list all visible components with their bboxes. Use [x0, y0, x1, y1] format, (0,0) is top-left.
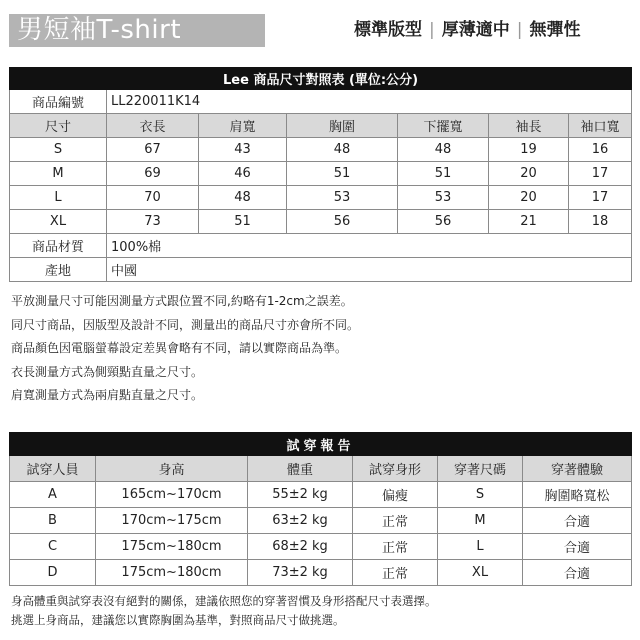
- note-line: 身高體重與試穿表沒有絕對的關係，建議依照您的穿著習慣及身形搭配尺寸表選擇。: [11, 594, 437, 608]
- size-label: L: [10, 186, 107, 210]
- column-header: 衣長: [107, 114, 199, 138]
- table-cell: 70: [107, 186, 199, 210]
- table-cell: B: [10, 508, 96, 534]
- table-row: [10, 210, 632, 234]
- column-header: 袖長: [489, 114, 569, 138]
- column-header: 肩寬: [199, 114, 287, 138]
- table-cell: 170cm~175cm: [96, 508, 248, 534]
- table-cell: 48: [398, 138, 489, 162]
- table-cell: 21: [489, 210, 569, 234]
- note-line: 商品顏色因電腦螢幕設定差異會略有不同，請以實際商品為準。: [11, 341, 348, 355]
- note-line: 同尺寸商品，因版型及設計不同，測量出的商品尺寸亦會所不同。: [11, 317, 360, 332]
- table-cell: L: [438, 534, 523, 560]
- table-cell: 56: [398, 210, 489, 234]
- column-header: 穿著體驗: [523, 456, 632, 482]
- column-header: 試穿人員: [10, 456, 96, 482]
- table-cell: 正常: [353, 508, 438, 534]
- table-cell: 20: [489, 162, 569, 186]
- table-cell: 69: [107, 162, 199, 186]
- product-features: [354, 14, 580, 47]
- size-label: S: [10, 138, 107, 162]
- fitting-report-caption: 試穿報告: [10, 433, 632, 456]
- note-line: 肩寬測量方式為兩肩點直量之尺寸。: [11, 388, 204, 402]
- table-cell: M: [438, 508, 523, 534]
- column-header: 試穿身形: [353, 456, 438, 482]
- table-row: [10, 482, 632, 508]
- column-header: 身高: [96, 456, 248, 482]
- table-cell: 175cm~180cm: [96, 534, 248, 560]
- table-cell: 正常: [353, 534, 438, 560]
- table-cell: 19: [489, 138, 569, 162]
- table-cell: 53: [287, 186, 398, 210]
- fitting-report-table: [9, 432, 632, 586]
- table-cell: 73±2 kg: [248, 560, 353, 586]
- table-row: [10, 162, 632, 186]
- table-row: [10, 508, 632, 534]
- column-header: 袖口寬: [569, 114, 632, 138]
- table-cell: 48: [199, 186, 287, 210]
- origin-label: 產地: [10, 258, 107, 282]
- table-cell: 17: [569, 162, 632, 186]
- feature-separator: |: [516, 20, 523, 40]
- column-header: 胸圍: [287, 114, 398, 138]
- table-row: [10, 560, 632, 586]
- table-cell: 51: [398, 162, 489, 186]
- table-cell: 合適: [523, 560, 632, 586]
- table-cell: A: [10, 482, 96, 508]
- table-cell: 16: [569, 138, 632, 162]
- table-cell: 20: [489, 186, 569, 210]
- table-cell: 合適: [523, 534, 632, 560]
- table-cell: 46: [199, 162, 287, 186]
- table-cell: 胸圍略寬松: [523, 482, 632, 508]
- feature-thickness: 厚薄適中: [441, 20, 510, 40]
- note-line: 挑選上身商品，建議您以實際胸圍為基準，對照商品尺寸做挑選。: [11, 613, 345, 627]
- fitting-notes: [11, 592, 437, 630]
- column-header: 下擺寬: [398, 114, 489, 138]
- table-cell: 53: [398, 186, 489, 210]
- table-cell: 51: [287, 162, 398, 186]
- table-cell: S: [438, 482, 523, 508]
- table-cell: 63±2 kg: [248, 508, 353, 534]
- table-cell: 18: [569, 210, 632, 234]
- table-cell: C: [10, 534, 96, 560]
- table-cell: 56: [287, 210, 398, 234]
- product-code: LL220011K14: [107, 90, 632, 114]
- table-cell: 175cm~180cm: [96, 560, 248, 586]
- note-line: 平放測量尺寸可能因測量方式跟位置不同,約略有1-2cm之誤差。: [11, 294, 353, 308]
- table-row: [10, 138, 632, 162]
- fitting-header-row: [10, 456, 632, 482]
- table-cell: XL: [438, 560, 523, 586]
- table-cell: 165cm~170cm: [96, 482, 248, 508]
- size-table-caption: Lee 商品尺寸對照表 (單位:公分): [10, 68, 632, 90]
- note-line: 衣長測量方式為側頸點直量之尺寸。: [11, 364, 204, 379]
- feature-stretch: 無彈性: [529, 20, 581, 40]
- table-cell: 55±2 kg: [248, 482, 353, 508]
- table-cell: 68±2 kg: [248, 534, 353, 560]
- table-cell: D: [10, 560, 96, 586]
- table-cell: 17: [569, 186, 632, 210]
- table-cell: 51: [199, 210, 287, 234]
- table-cell: 合適: [523, 508, 632, 534]
- product-code-label: 商品編號: [10, 90, 107, 114]
- table-row: [10, 534, 632, 560]
- table-cell: 48: [287, 138, 398, 162]
- feature-separator: |: [429, 20, 435, 40]
- measurement-notes: [11, 290, 359, 408]
- size-chart-table: [9, 67, 632, 282]
- product-title: 男短袖T-shirt: [9, 14, 265, 47]
- size-table-header-row: [10, 114, 632, 138]
- table-cell: 43: [199, 138, 287, 162]
- table-cell: 67: [107, 138, 199, 162]
- table-row: [10, 186, 632, 210]
- origin-value: 中國: [107, 258, 632, 282]
- material-label: 商品材質: [10, 234, 107, 258]
- table-cell: 正常: [353, 560, 438, 586]
- size-label: XL: [10, 210, 107, 234]
- column-header: 體重: [248, 456, 353, 482]
- column-header: 尺寸: [10, 114, 107, 138]
- table-cell: 偏瘦: [353, 482, 438, 508]
- feature-fit: 標準版型: [354, 20, 422, 40]
- table-cell: 73: [107, 210, 199, 234]
- column-header: 穿著尺碼: [438, 456, 523, 482]
- material-value: 100%棉: [107, 234, 632, 258]
- size-label: M: [10, 162, 107, 186]
